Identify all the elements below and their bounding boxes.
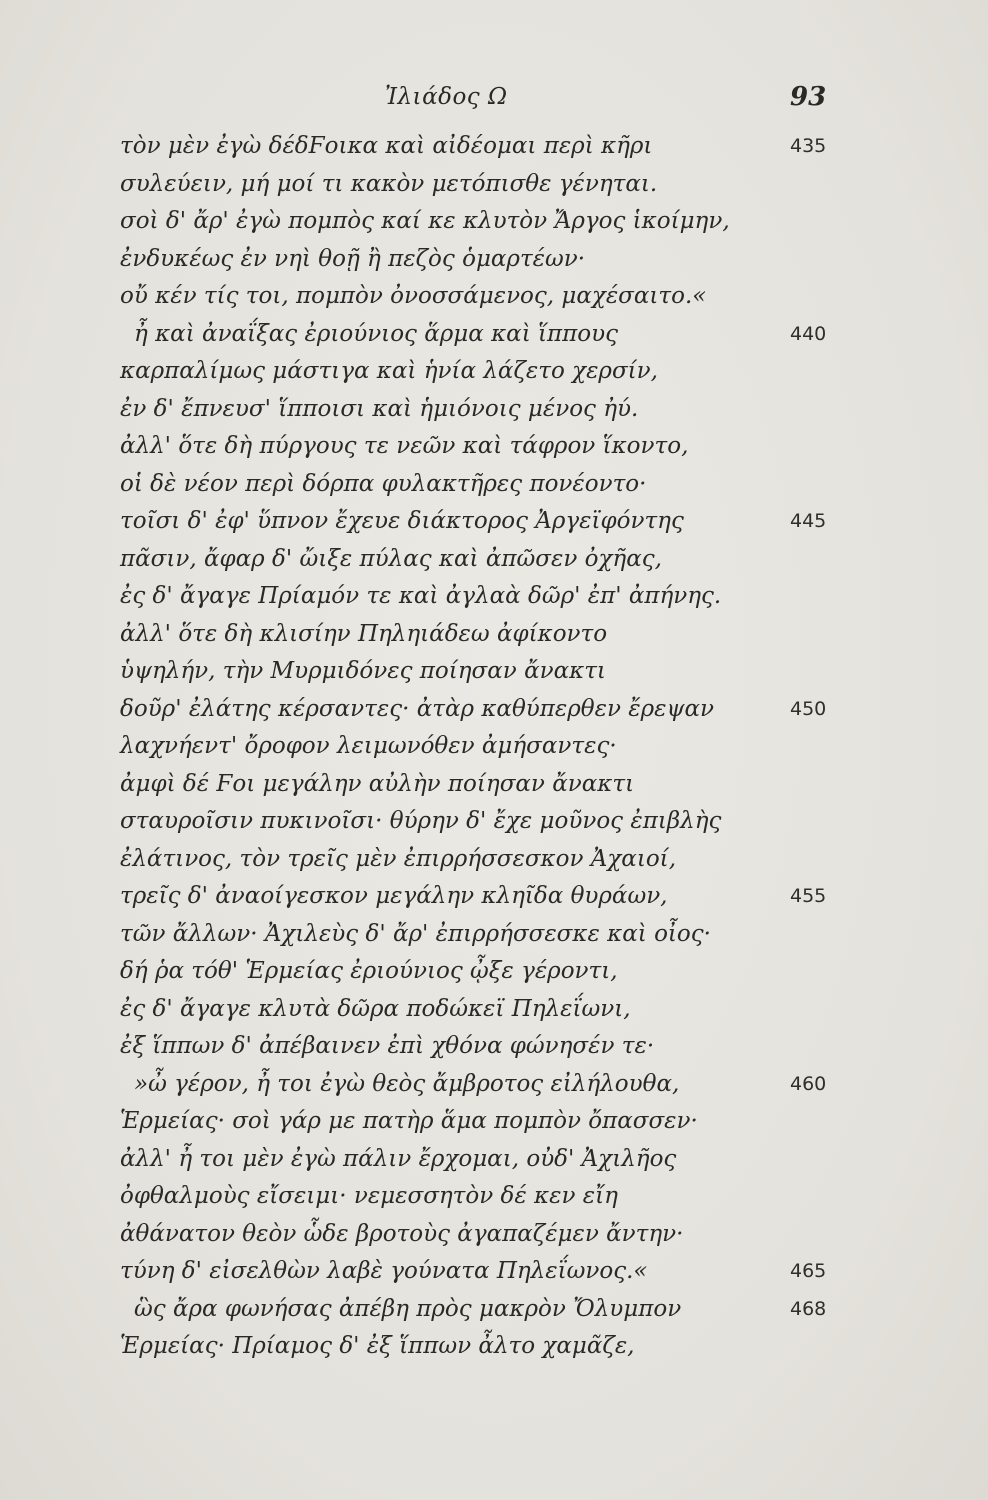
verse-text: τὸν μὲν ἐγὼ δέδϜοικα καὶ αἰδέομαι περὶ κῆρι: [120, 133, 653, 159]
verse-text: ὑψηλήν, τὴν Μυρμιδόνες ποίησαν ἄνακτι: [120, 658, 606, 684]
page-number: 93: [790, 82, 827, 112]
verse-text: πᾶσιν, ἄφαρ δ' ὤιξε πύλας καὶ ἀπῶσεν ὀχῆας,: [120, 545, 662, 572]
verse-text: ἐς δ' ἄγαγε κλυτὰ δῶρα ποδώκεϊ Πηλεΐωνι,: [120, 995, 631, 1022]
line-number: 460: [790, 1072, 827, 1095]
verse-line: [0, 1141, 988, 1179]
verse-text: ἀλλ' ὅτε δὴ πύργους τε νεῶν καὶ τάφρον ἵκοντο,: [120, 433, 689, 459]
verse-text: ἐλάτινος, τὸν τρεῖς μὲν ἐπιρρήσσεσκον Ἀχαιοί,: [120, 845, 677, 872]
verse-text: Ἑρμείας· σοὶ γάρ με πατὴρ ἅμα πομπὸν ὄπασσεν·: [120, 1108, 698, 1134]
verse-line: [0, 1066, 988, 1104]
verse-text: δοῦρ' ἐλάτης κέρσαντες· ἀτὰρ καθύπερθεν ἔρεψαν: [120, 695, 714, 722]
verse-line: [0, 1216, 988, 1254]
verse-text: ὀφθαλμοὺς εἴσειμι· νεμεσσητὸν δέ κεν εἴη: [120, 1183, 618, 1209]
verse-line: [0, 578, 988, 616]
verse-line: [0, 428, 988, 466]
verse-text: τοῖσι δ' ἐφ' ὕπνον ἔχευε διάκτορος Ἀργεϊφόντης: [120, 508, 684, 534]
verse-line: [0, 241, 988, 279]
verse-line: [0, 691, 988, 729]
verse-text: ἐν δ' ἔπνευσ' ἵπποισι καὶ ἡμιόνοις μένος ἠύ.: [120, 395, 639, 422]
verse-line: [0, 1103, 988, 1141]
verse-line: [0, 953, 988, 991]
verse-text: ὣς ἄρα φωνήσας ἀπέβη πρὸς μακρὸν Ὄλυμπον: [134, 1295, 682, 1322]
verse-line: [0, 1178, 988, 1216]
verse-text: ἀλλ' ἦ τοι μὲν ἐγὼ πάλιν ἔρχομαι, οὐδ' Ἀχιλῆος: [120, 1145, 677, 1172]
verse-line: [0, 128, 988, 166]
line-number: 455: [790, 885, 827, 907]
verse-line: [0, 1328, 988, 1366]
verse-line: [0, 1028, 988, 1066]
verse-text: δή ῥα τόθ' Ἑρμείας ἐριούνιος ᾦξε γέροντι,: [120, 958, 618, 984]
verse-line: [0, 1291, 988, 1329]
verse-line: [0, 503, 988, 541]
verse-line: [0, 841, 988, 879]
verse-line: [0, 616, 988, 654]
verse-text: τύνη δ' εἰσελθὼν λαβὲ γούνατα Πηλεΐωνος.«: [120, 1258, 648, 1284]
verse-text: ἀμφὶ δέ Ϝοι μεγάλην αὐλὴν ποίησαν ἄνακτι: [120, 770, 635, 797]
verse-line: [0, 878, 988, 916]
verse-line: [0, 803, 988, 841]
line-number: 435: [790, 135, 827, 157]
verse-text: οὔ κέν τίς τοι, πομπὸν ὀνοσσάμενος, μαχέσαιτο.«: [120, 283, 707, 309]
running-title: Ἰλιάδος Ω: [385, 84, 508, 110]
verse-text: σοὶ δ' ἄρ' ἐγὼ πομπὸς καί κε κλυτὸν Ἄργος ἱκοίμην,: [120, 208, 730, 234]
verse-line: [0, 916, 988, 954]
verse-text: τρεῖς δ' ἀναοίγεσκον μεγάλην κληῖδα θυράων,: [120, 883, 668, 909]
verse-line: [0, 278, 988, 316]
verse-text: ἦ καὶ ἀναΐξας ἐριούνιος ἅρμα καὶ ἵππους: [134, 320, 618, 347]
line-number: 450: [790, 697, 827, 720]
verse-line: [0, 653, 988, 691]
verse-text: καρπαλίμως μάστιγα καὶ ἡνία λάζετο χερσίν,: [120, 358, 658, 384]
line-number: 440: [790, 322, 827, 345]
verse-text: συλεύειν, μή μοί τι κακὸν μετόπισθε γένηται.: [120, 170, 658, 197]
verse-text: σταυροῖσιν πυκινοῖσι· θύρην δ' ἔχε μοῦνος ἐπιβλὴς: [120, 808, 722, 834]
verse-text: τῶν ἄλλων· Ἀχιλεὺς δ' ἄρ' ἐπιρρήσσεσκε καὶ οἶος·: [120, 920, 711, 947]
verse-text: λαχνήεντ' ὄροφον λειμωνόθεν ἀμήσαντες·: [120, 733, 617, 759]
verse-line: [0, 766, 988, 804]
verse-text: ἐνδυκέως ἐν νηὶ θοῇ ἢ πεζὸς ὁμαρτέων·: [120, 245, 586, 272]
verse-line: [0, 203, 988, 241]
verse-text: ἀλλ' ὅτε δὴ κλισίην Πηληιάδεω ἀφίκοντο: [120, 620, 608, 647]
verse-line: [0, 728, 988, 766]
verse-line: [0, 466, 988, 504]
line-number: 445: [790, 510, 827, 532]
verse-text: Ἑρμείας· Πρίαμος δ' ἐξ ἵππων ἆλτο χαμᾶζε,: [120, 1333, 635, 1359]
verse-line: [0, 541, 988, 579]
verse-text: ἀθάνατον θεὸν ὧδε βροτοὺς ἀγαπαζέμεν ἄντην·: [120, 1220, 684, 1247]
verse-line: [0, 391, 988, 429]
verse-text: οἱ δὲ νέον περὶ δόρπα φυλακτῆρες πονέοντο·: [120, 470, 647, 497]
line-number: 465: [790, 1260, 827, 1282]
verse-line: [0, 991, 988, 1029]
verse-line: [0, 1253, 988, 1291]
verse-line: [0, 166, 988, 204]
verse-text: ἐς δ' ἄγαγε Πρίαμόν τε καὶ ἀγλαὰ δῶρ' ἐπ' ἀπήνης.: [120, 583, 722, 609]
verse-text: »ὦ γέρον, ἦ τοι ἐγὼ θεὸς ἄμβροτος εἰλήλουθα,: [134, 1070, 680, 1097]
verse-text: ἐξ ἵππων δ' ἀπέβαινεν ἐπὶ χθόνα φώνησέν τε·: [120, 1033, 655, 1059]
line-number: 468: [790, 1297, 827, 1320]
verse-line: [0, 353, 988, 391]
verse-line: [0, 316, 988, 354]
verse-block: [0, 128, 988, 1366]
